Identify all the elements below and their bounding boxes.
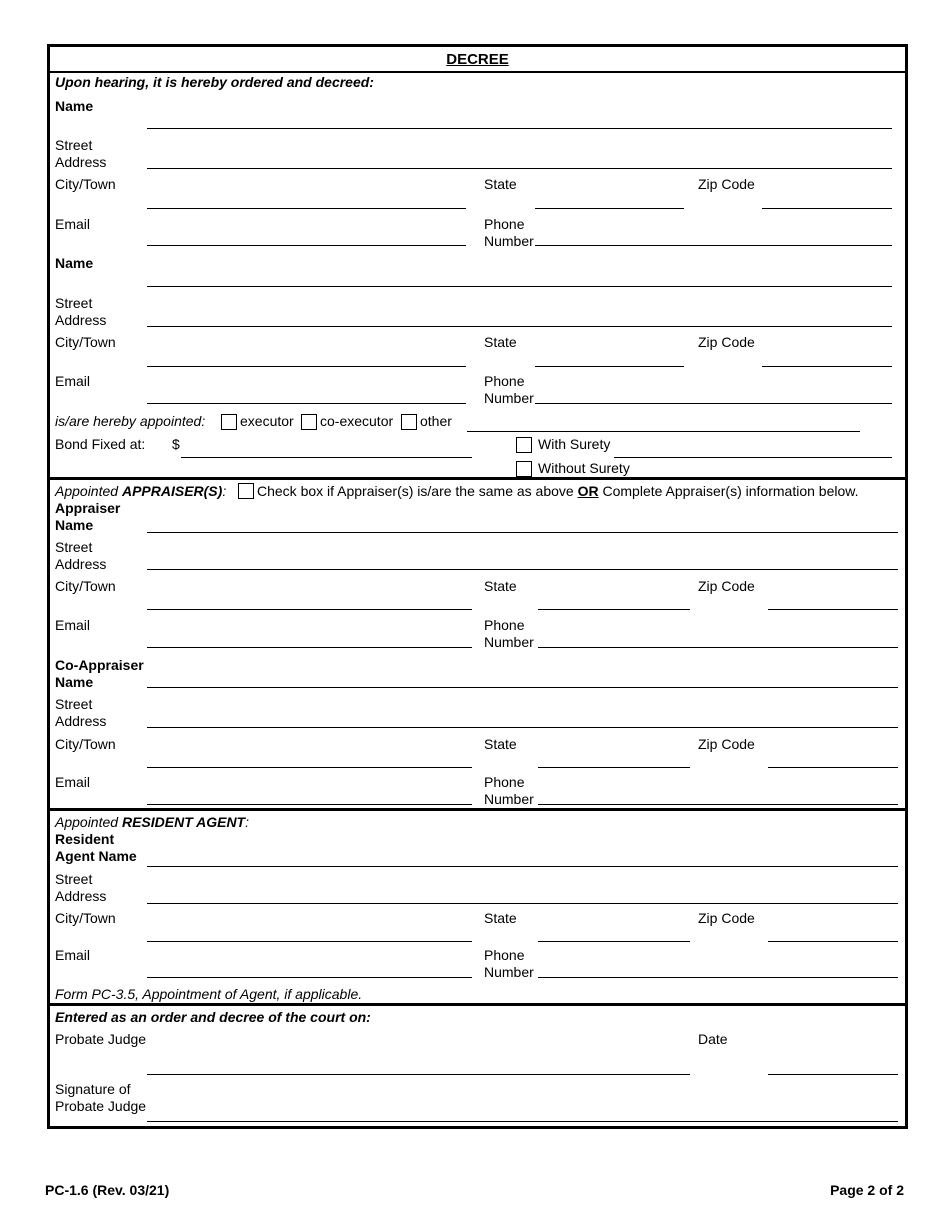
divider xyxy=(50,71,905,73)
intro-text: Upon hearing, it is hereby ordered and decreed: xyxy=(55,74,374,90)
agent-zip-field[interactable] xyxy=(768,941,898,942)
agent-heading: Appointed RESIDENT AGENT: xyxy=(55,814,249,830)
without-surety-label: Without Surety xyxy=(538,460,630,476)
form-title: DECREE xyxy=(446,51,509,68)
appointed-label: is/are hereby appointed: xyxy=(55,413,206,429)
zip-label: Zip Code xyxy=(698,736,755,752)
appraiser-city-field[interactable] xyxy=(147,609,472,610)
executor1-phone-field[interactable] xyxy=(535,245,892,246)
surety-field[interactable] xyxy=(614,457,892,458)
form-id: PC-1.6 (Rev. 03/21) xyxy=(45,1182,170,1198)
phone-label: Phone Number xyxy=(484,947,534,980)
co-executor-label: co-executor xyxy=(320,413,394,429)
co-appraiser-state-field[interactable] xyxy=(538,767,690,768)
name-label: Name xyxy=(55,255,94,271)
state-label: State xyxy=(484,334,517,350)
phone-label: Phone Number xyxy=(484,617,534,650)
city-label: City/Town xyxy=(55,578,116,594)
appraiser-zip-field[interactable] xyxy=(768,609,898,610)
co-appraiser-phone-field[interactable] xyxy=(538,804,898,805)
agent-name-label: Resident Agent Name xyxy=(55,831,137,864)
name-label: Name xyxy=(55,98,94,114)
executor2-city-field[interactable] xyxy=(147,366,466,367)
email-label: Email xyxy=(55,947,91,963)
city-label: City/Town xyxy=(55,910,116,926)
appraisers-heading: Appointed APPRAISER(S): xyxy=(55,483,227,499)
co-appraiser-name-label: Co-Appraiser Name xyxy=(55,657,144,690)
executor1-street-field[interactable] xyxy=(147,168,892,169)
state-label: State xyxy=(484,578,517,594)
executor2-name-field[interactable] xyxy=(147,286,892,287)
date-field[interactable] xyxy=(768,1074,898,1075)
executor2-street-field[interactable] xyxy=(147,326,892,327)
agent-name-field[interactable] xyxy=(147,866,898,867)
appraiser-phone-field[interactable] xyxy=(538,647,898,648)
signature-field[interactable] xyxy=(147,1121,898,1122)
same-appraiser-checkbox[interactable] xyxy=(238,483,254,499)
agent-phone-field[interactable] xyxy=(538,977,898,978)
decree-form xyxy=(47,44,908,1129)
agent-street-field[interactable] xyxy=(147,903,898,904)
bond-label: Bond Fixed at: xyxy=(55,436,146,452)
co-appraiser-email-field[interactable] xyxy=(147,804,472,805)
page-number: Page 2 of 2 xyxy=(830,1182,904,1198)
executor1-city-field[interactable] xyxy=(147,208,466,209)
zip-label: Zip Code xyxy=(698,578,755,594)
bond-amount-field[interactable] xyxy=(181,457,472,458)
street-label: Street Address xyxy=(55,295,107,328)
city-label: City/Town xyxy=(55,176,116,192)
co-executor-checkbox[interactable] xyxy=(301,414,317,430)
street-label: Street Address xyxy=(55,696,107,729)
zip-label: Zip Code xyxy=(698,334,755,350)
agent-email-field[interactable] xyxy=(147,977,472,978)
other-label: other xyxy=(420,413,452,429)
agent-city-field[interactable] xyxy=(147,941,472,942)
phone-label: Phone Number xyxy=(484,216,534,249)
appraiser-state-field[interactable] xyxy=(538,609,690,610)
email-label: Email xyxy=(55,774,91,790)
street-label: Street Address xyxy=(55,137,107,170)
date-label: Date xyxy=(698,1031,728,1047)
court-heading: Entered as an order and decree of the court on: xyxy=(55,1009,371,1025)
other-specify-field[interactable] xyxy=(467,431,860,432)
state-label: State xyxy=(484,910,517,926)
zip-label: Zip Code xyxy=(698,910,755,926)
signature-label: Signature of Probate Judge xyxy=(55,1081,147,1114)
executor-checkbox[interactable] xyxy=(221,414,237,430)
email-label: Email xyxy=(55,373,91,389)
executor1-zip-field[interactable] xyxy=(762,208,892,209)
co-appraiser-name-field[interactable] xyxy=(147,687,898,688)
executor2-phone-field[interactable] xyxy=(535,403,892,404)
city-label: City/Town xyxy=(55,736,116,752)
divider xyxy=(50,1003,905,1006)
probate-judge-label: Probate Judge xyxy=(55,1031,147,1047)
zip-label: Zip Code xyxy=(698,176,755,192)
co-appraiser-street-field[interactable] xyxy=(147,727,898,728)
appraiser-name-label: Appraiser Name xyxy=(55,500,121,533)
phone-label: Phone Number xyxy=(484,774,534,807)
executor-label: executor xyxy=(240,413,294,429)
email-label: Email xyxy=(55,216,91,232)
with-surety-label: With Surety xyxy=(538,436,611,452)
other-checkbox[interactable] xyxy=(401,414,417,430)
street-label: Street Address xyxy=(55,871,107,904)
executor2-email-field[interactable] xyxy=(147,403,466,404)
executor1-email-field[interactable] xyxy=(147,245,466,246)
appraisers-instructions: Check box if Appraiser(s) is/are the same as above OR Complete Appraiser(s) information below. xyxy=(257,483,859,499)
executor2-state-field[interactable] xyxy=(535,366,684,367)
email-label: Email xyxy=(55,617,91,633)
agent-state-field[interactable] xyxy=(538,941,690,942)
appraiser-street-field[interactable] xyxy=(147,569,898,570)
street-label: Street Address xyxy=(55,539,107,572)
agent-note: Form PC-3.5, Appointment of Agent, if applicable. xyxy=(55,986,363,1002)
with-surety-checkbox[interactable] xyxy=(516,437,532,453)
probate-judge-field[interactable] xyxy=(147,1074,690,1075)
dollar-sign: $ xyxy=(172,436,180,452)
state-label: State xyxy=(484,176,517,192)
appraiser-name-field[interactable] xyxy=(147,532,898,533)
co-appraiser-zip-field[interactable] xyxy=(768,767,898,768)
executor1-state-field[interactable] xyxy=(535,208,684,209)
appraiser-email-field[interactable] xyxy=(147,647,472,648)
phone-label: Phone Number xyxy=(484,373,534,406)
executor1-name-field[interactable] xyxy=(147,128,892,129)
state-label: State xyxy=(484,736,517,752)
city-label: City/Town xyxy=(55,334,116,350)
without-surety-checkbox[interactable] xyxy=(516,461,532,477)
executor2-zip-field[interactable] xyxy=(762,366,892,367)
divider xyxy=(50,477,905,480)
co-appraiser-city-field[interactable] xyxy=(147,767,472,768)
divider xyxy=(50,808,905,811)
